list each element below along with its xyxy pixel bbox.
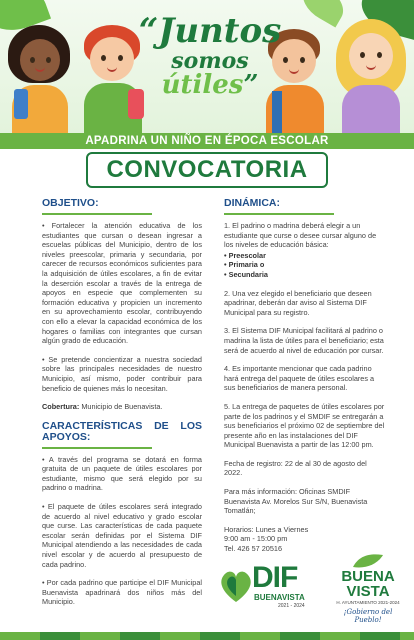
caracteristicas-heading: CARACTERÍSTICAS DE LOS APOYOS:	[42, 419, 202, 443]
left-column	[42, 198, 202, 616]
title-line-somos: somos	[171, 48, 249, 74]
dinamica-paragraph-5: 5. La entrega de paquetes de útiles escolares por parte de los padrinos y el SMDIF se entregarán a sus beneficiarios el próximo 02 de septiembre del presente año en las instalaciones del DIF Municipal Buenavista a partir de las 12:00 pm.	[224, 401, 385, 450]
cobertura-label: Cobertura:	[42, 402, 80, 412]
dinamica-paragraph-4: 4. Es importante mencionar que cada padrino hará entrega del paquete de útiles escolares a sus beneficiarios de manera personal.	[224, 364, 375, 393]
list-item: • Preescolar	[224, 250, 266, 260]
main-title: CONVOCATORIA	[86, 152, 327, 188]
objetivo-paragraph-2: • Se pretende concientizar a nuestra sociedad sobre las principales necesidades de nuestro Municipio, así mismo, poder contribuir para beneficio de quienes más lo necesitan.	[42, 354, 202, 393]
dinamica-paragraph-3: 3. El Sistema DIF Municipal facilitará al padrino o madrina la lista de útiles para el beneficiario; esta será de acuerdo al nivel de educación por cursar.	[224, 326, 384, 355]
office-hours-days: Horarios: Lunes a Viernes	[224, 524, 309, 534]
buenavista-subtitle: H. AYUNTAMIENTO 2021-2024	[336, 600, 400, 605]
contact-info: Para más información: Oficinas SMDIF Buenavista Av. Morelos Sur S/N, Buenavista Tomatlán;	[224, 487, 368, 516]
list-item: • Primaria o	[224, 260, 265, 270]
buenavista-line-1: BUENA	[341, 568, 395, 585]
heading-underline	[224, 213, 334, 215]
right-column	[224, 198, 386, 554]
footer-stripe	[0, 632, 414, 640]
heart-icon	[218, 566, 254, 606]
subtitle-banner: APADRINA UN NIÑO EN ÉPOCA ESCOLAR	[0, 133, 414, 149]
leaf-icon	[351, 553, 385, 569]
campaign-title	[120, 11, 300, 100]
caracteristicas-paragraph-1: • A través del programa se dotará en forma gratuita de un paquete de útiles escolares por estudiante, mismo que será elegido por su padrino o madrina.	[42, 454, 202, 493]
cobertura-line	[42, 402, 202, 412]
dinamica-heading: DINÁMICA:	[224, 197, 280, 209]
title-line-juntos: Juntos	[158, 11, 282, 51]
caracteristicas-paragraph-3: • Por cada padrino que participe el DIF Municipal Buenavista apadrinará dos niños más del Municipio.	[42, 578, 202, 607]
phone-number: Tel. 426 57 20516	[224, 544, 283, 554]
objetivo-paragraph-1: • Fortalecer la atención educativa de los estudiantes que cursan o desean ingresar a escuelas públicas del Municipio, dentro de los niveles preescolar, primaria y secundaria, por carecer de recursos económicos suficientes para la adquisición de útiles escolares, a fin de evitar la deserción escolar a través de la entrega de apoyos en especie que complementen su formación educativa y propicien un incremento en su aprovechamiento escolar, contribuyendo con ello a elevar la capacidad económica de los hogares o familias con integrantes que cursan algún grado de educación.	[42, 221, 202, 346]
dif-logo-years: 2021 - 2024	[278, 603, 305, 609]
heading-underline	[42, 447, 152, 449]
education-levels-list	[224, 251, 386, 280]
buenavista-line-2: VISTA	[346, 583, 390, 600]
caracteristicas-paragraph-2: • El paquete de útiles escolares será integrado de acuerdo al nivel educativo y grado escolar que curse. Las características de cada paquete escolar serán definidas por el Sistema DIF Municipal atendiendo a las necesidades de cada nivel escolar y de acuerdo al presupuesto de cada padrino.	[42, 502, 202, 569]
dif-logo	[218, 562, 318, 610]
office-hours-time: 9:00 am - 15:00 pm	[224, 534, 288, 544]
quote-open: “	[138, 11, 159, 51]
child-illustration	[334, 19, 408, 133]
quote-close: ”	[243, 70, 259, 100]
cobertura-value: Municipio de Buenavista.	[79, 402, 163, 412]
registration-dates: Fecha de registro: 22 de al 30 de agosto del 2022.	[224, 458, 367, 478]
header-illustration	[0, 0, 414, 133]
list-item: • Secundaria	[224, 269, 268, 279]
dinamica-paragraph-2: 2. Una vez elegido el beneficiario que deseen apadrinar, deberán dar aviso al Sistema DIF Municipal para su registro.	[224, 288, 372, 317]
objetivo-heading: OBJETIVO:	[42, 197, 99, 209]
buenavista-tagline: ¡Gobierno del Pueblo!	[343, 608, 393, 624]
dif-logo-subtitle: BUENAVISTA	[254, 593, 305, 602]
dinamica-paragraph-1: 1. El padrino o madrina deberá elegir a un estudiante que curse o desee cursar alguno de los niveles de educación básica:	[224, 221, 377, 250]
heading-underline	[42, 213, 152, 215]
title-line-utiles: útiles	[161, 70, 244, 100]
main-title-box	[0, 149, 414, 188]
buenavista-logo	[330, 553, 406, 625]
child-illustration	[6, 23, 74, 133]
dif-logo-text: DIF	[252, 561, 298, 594]
